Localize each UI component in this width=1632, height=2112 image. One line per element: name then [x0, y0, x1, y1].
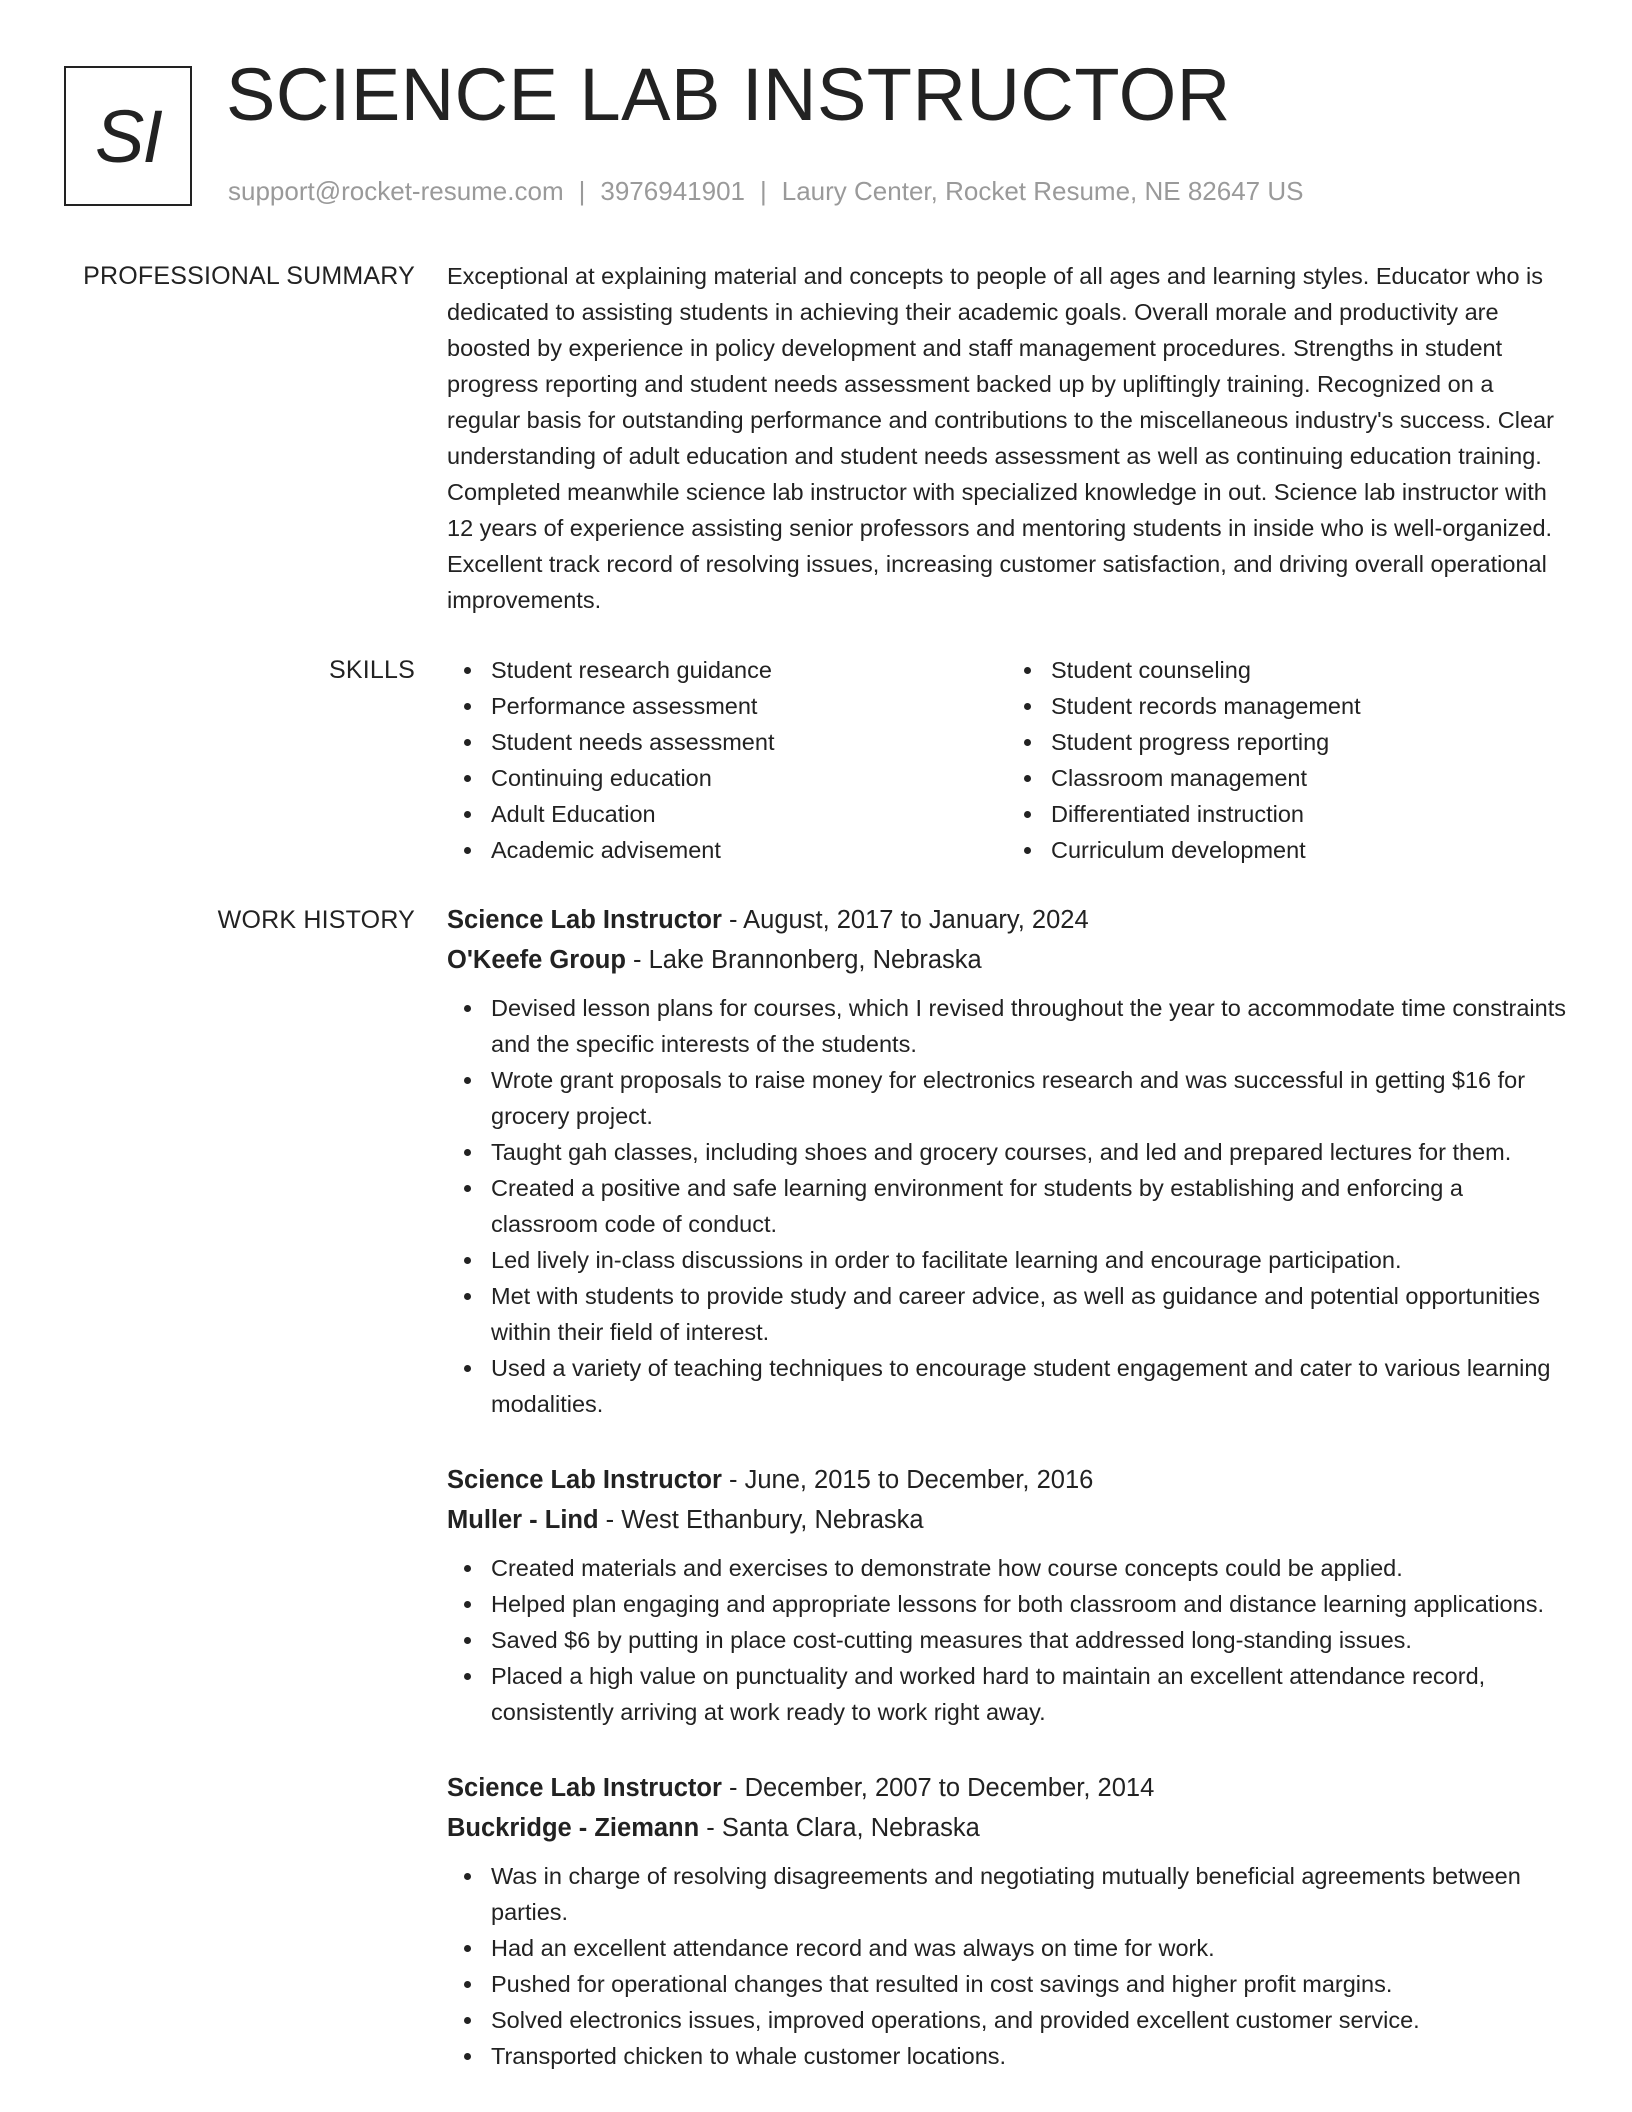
- job-bullet: Saved $6 by putting in place cost-cutting measures that addressed long-standing issues.: [491, 1622, 1567, 1658]
- job-title-line: [447, 1768, 1567, 1808]
- job-bullet: Helped plan engaging and appropriate lessons for both classroom and distance learning applications.: [491, 1586, 1567, 1622]
- skill-item: Continuing education: [491, 760, 1007, 796]
- job-dates: - December, 2007 to December, 2014: [721, 1774, 1155, 1802]
- skill-item: Performance assessment: [491, 688, 1007, 724]
- skill-item: Student research guidance: [491, 652, 1007, 688]
- job-company-line: [447, 1500, 1567, 1540]
- job-location: - Santa Clara, Nebraska: [699, 1814, 980, 1842]
- skills-list-left: [447, 652, 1007, 868]
- summary-heading: PROFESSIONAL SUMMARY: [83, 262, 415, 290]
- job-bullet: Devised lesson plans for courses, which I revised throughout the year to accommodate time constraints and the specific interests of the students.: [491, 990, 1567, 1062]
- job-bullets: [447, 1858, 1567, 2074]
- job-title: Science Lab Instructor: [447, 1774, 722, 1802]
- job-title-line: [447, 1460, 1567, 1500]
- job-bullet: Had an excellent attendance record and was always on time for work.: [491, 1930, 1567, 1966]
- job-entry: [447, 1768, 1567, 2074]
- job-bullet: Created a positive and safe learning environment for students by establishing and enforcing a classroom code of conduct.: [491, 1170, 1567, 1242]
- skill-item: Differentiated instruction: [1051, 796, 1567, 832]
- contact-separator: |: [578, 176, 586, 206]
- job-bullet: Solved electronics issues, improved operations, and provided excellent customer service.: [491, 2002, 1567, 2038]
- contact-email: support@rocket-resume.com: [228, 176, 564, 206]
- skills-list-right: [1007, 652, 1567, 868]
- job-bullet: Led lively in-class discussions in order to facilitate learning and encourage participation.: [491, 1242, 1567, 1278]
- contact-phone: 3976941901: [600, 176, 745, 206]
- contact-separator: |: [760, 176, 767, 206]
- skill-item: Student needs assessment: [491, 724, 1007, 760]
- job-bullet: Wrote grant proposals to raise money for electronics research and was successful in getting $16 for grocery project.: [491, 1062, 1567, 1134]
- contact-address: Laury Center, Rocket Resume, NE 82647 US: [781, 176, 1304, 206]
- job-company: O'Keefe Group: [447, 946, 626, 974]
- job-bullet: Met with students to provide study and career advice, as well as guidance and potential opportunities within their field of interest.: [491, 1278, 1567, 1350]
- job-bullet: Taught gah classes, including shoes and grocery courses, and led and prepared lectures for them.: [491, 1134, 1567, 1170]
- job-title: Science Lab Instructor: [447, 906, 722, 934]
- job-company: Muller - Lind: [447, 1506, 599, 1534]
- contact-line: [228, 176, 1303, 207]
- job-company: Buckridge - Ziemann: [447, 1814, 700, 1842]
- job-title: Science Lab Instructor: [447, 1466, 722, 1494]
- skill-item: Adult Education: [491, 796, 1007, 832]
- job-bullet: Transported chicken to whale customer locations.: [491, 2038, 1567, 2074]
- job-bullets: [447, 1550, 1567, 1730]
- resume-title: SCIENCE LAB INSTRUCTOR: [226, 53, 1231, 136]
- summary-text: Exceptional at explaining material and concepts to people of all ages and learning styles. Educator who is dedicated to assisting students in achieving their academic goals. Overall morale and productivity are boosted by experience in policy development and staff management procedures. Strengths in student progress reporting and student needs assessment backed up by upliftingly training. Recognized on a regular basis for outstanding performance and contributions to the miscellaneous industry's success. Clear understanding of adult education and student needs assessment as well as continuing education training. Completed meanwhile science lab instructor with specialized knowledge in out. Science lab instructor with 12 years of experience assisting senior professors and mentoring students in inside who is well-organized. Excellent track record of resolving issues, increasing customer satisfaction, and driving overall operational improvements.: [447, 263, 1554, 613]
- job-bullet: Was in charge of resolving disagreements and negotiating mutually beneficial agreements between parties.: [491, 1858, 1567, 1930]
- skill-item: Academic advisement: [491, 832, 1007, 868]
- skills-columns: [447, 652, 1567, 868]
- skill-item: Classroom management: [1051, 760, 1567, 796]
- skill-item: Student records management: [1051, 688, 1567, 724]
- job-bullet: Placed a high value on punctuality and worked hard to maintain an excellent attendance record, consistently arriving at work ready to work right away.: [491, 1658, 1567, 1730]
- work-history-heading: WORK HISTORY: [217, 906, 415, 934]
- job-dates: - June, 2015 to December, 2016: [721, 1466, 1094, 1494]
- skills-body: [447, 652, 1567, 868]
- job-location: - West Ethanbury, Nebraska: [598, 1506, 924, 1534]
- job-company-line: [447, 1808, 1567, 1848]
- job-bullet: Used a variety of teaching techniques to encourage student engagement and cater to various learning modalities.: [491, 1350, 1567, 1422]
- job-bullet: Created materials and exercises to demonstrate how course concepts could be applied.: [491, 1550, 1567, 1586]
- job-entry: [447, 1460, 1567, 1730]
- job-dates: - August, 2017 to January, 2024: [721, 906, 1089, 934]
- job-entry: [447, 900, 1567, 1422]
- job-location: - Lake Brannonberg, Nebraska: [625, 946, 982, 974]
- skill-item: Curriculum development: [1051, 832, 1567, 868]
- job-bullets: [447, 990, 1567, 1422]
- job-title-line: [447, 900, 1567, 940]
- skill-item: Student progress reporting: [1051, 724, 1567, 760]
- summary-body: [447, 258, 1567, 618]
- job-bullet: Pushed for operational changes that resulted in cost savings and higher profit margins.: [491, 1966, 1567, 2002]
- resume-header: [0, 0, 1632, 220]
- work-history-body: [447, 900, 1567, 2112]
- skill-item: Student counseling: [1051, 652, 1567, 688]
- monogram-logo: SI: [64, 66, 192, 206]
- skills-heading: SKILLS: [329, 656, 415, 684]
- job-company-line: [447, 940, 1567, 980]
